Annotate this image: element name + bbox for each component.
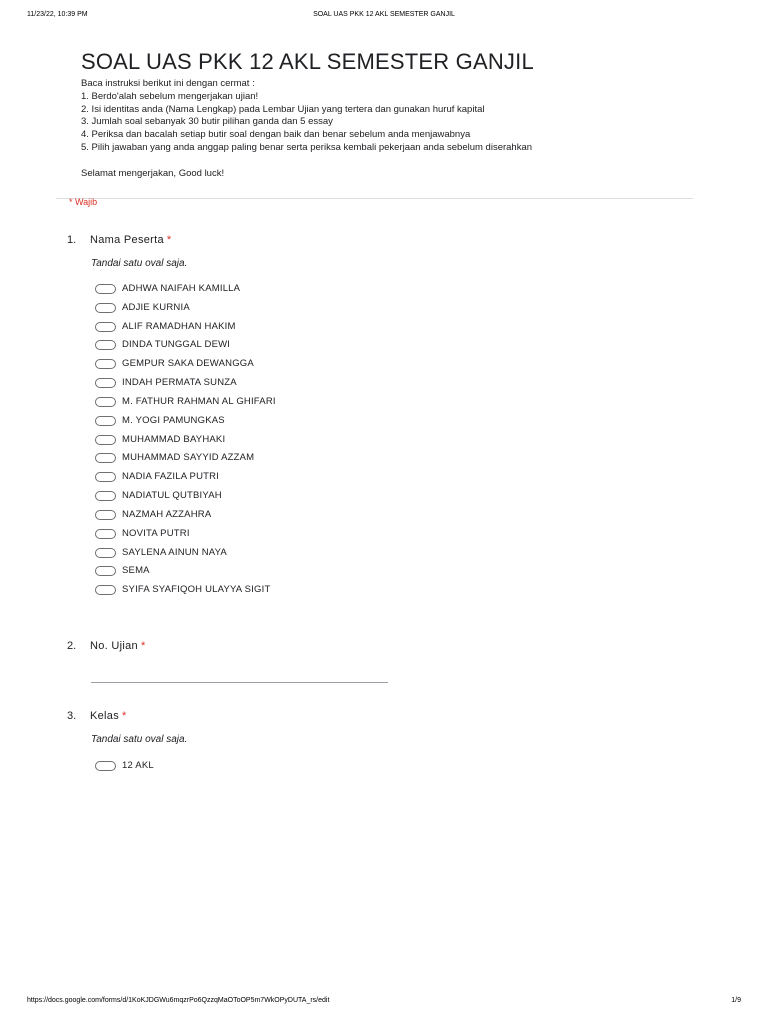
radio-oval[interactable]	[95, 284, 116, 294]
radio-oval[interactable]	[95, 435, 116, 445]
print-footer	[27, 997, 741, 1009]
print-header	[27, 11, 741, 23]
option-label: NADIA FAZILA PUTRI	[122, 471, 220, 482]
radio-oval[interactable]	[95, 397, 116, 407]
question-title-text: Kelas	[90, 710, 120, 722]
radio-oval[interactable]	[95, 761, 116, 771]
header-divider	[56, 198, 693, 199]
radio-oval[interactable]	[95, 491, 116, 501]
radio-oval[interactable]	[95, 566, 116, 576]
print-page-number: 1/9	[731, 997, 741, 1004]
radio-oval[interactable]	[95, 303, 116, 313]
option-label: NOVITA PUTRI	[122, 528, 190, 539]
description-line: 3. Jumlah soal sebanyak 30 butir pilihan ganda dan 5 essay	[81, 116, 333, 128]
question-title	[90, 710, 127, 722]
radio-oval[interactable]	[95, 548, 116, 558]
option-label: SEMA	[122, 565, 150, 576]
radio-oval[interactable]	[95, 529, 116, 539]
option-label: SYIFA SYAFIQOH ULAYYA SIGIT	[122, 584, 271, 595]
option-label: NADIATUL QUTBIYAH	[122, 490, 222, 501]
radio-oval[interactable]	[95, 585, 116, 595]
option-label: ADJIE KURNIA	[122, 302, 190, 313]
question-title-text: Nama Peserta	[90, 234, 164, 246]
description-line: 4. Periksa dan bacalah setiap butir soal dengan baik dan benar sebelum anda menjawabnya	[81, 129, 471, 141]
print-page-title: SOAL UAS PKK 12 AKL SEMESTER GANJIL	[313, 11, 455, 18]
radio-oval[interactable]	[95, 340, 116, 350]
option-label: MUHAMMAD BAYHAKI	[122, 434, 226, 445]
description-line: 5. Pilih jawaban yang anda anggap paling benar serta periksa kembali pekerjaan anda sebelum diserahkan	[81, 141, 533, 153]
required-asterisk: *	[122, 710, 127, 722]
description-line: Selamat mengerjakan, Good luck!	[81, 167, 225, 179]
radio-oval[interactable]	[95, 453, 116, 463]
question-hint: Tandai satu oval saja.	[91, 734, 188, 745]
question-number: 2.	[67, 640, 77, 652]
option-label: NAZMAH AZZAHRA	[122, 509, 212, 520]
option-label: 12 AKL	[122, 760, 154, 771]
option-label: SAYLENA AINUN NAYA	[122, 547, 227, 558]
short-answer-field[interactable]	[91, 682, 388, 683]
question-title-text: No. Ujian	[90, 640, 138, 652]
option-label: MUHAMMAD SAYYID AZZAM	[122, 452, 255, 463]
radio-oval[interactable]	[95, 472, 116, 482]
option-label: DINDA TUNGGAL DEWI	[122, 339, 231, 350]
question-title	[90, 640, 146, 652]
description-line: Baca instruksi berikut ini dengan cermat :	[81, 78, 255, 89]
option-label: M. YOGI PAMUNGKAS	[122, 415, 225, 426]
option-label: M. FATHUR RAHMAN AL GHIFARI	[122, 396, 276, 407]
radio-oval[interactable]	[95, 416, 116, 426]
option-label: ADHWA NAIFAH KAMILLA	[122, 283, 241, 294]
required-note: * Wajib	[69, 197, 98, 207]
form-title: SOAL UAS PKK 12 AKL SEMESTER GANJIL	[81, 49, 534, 74]
print-url: https://docs.google.com/forms/d/1KoKJDGWu6mqzrPo6QzzqMaOToOP5m7WkOPyDUTA_rs/edit	[27, 997, 330, 1004]
question-number: 1.	[67, 234, 77, 246]
option-label: INDAH PERMATA SUNZA	[122, 377, 237, 388]
question-number: 3.	[67, 710, 77, 722]
form-description	[81, 78, 532, 180]
required-asterisk: *	[140, 640, 146, 652]
radio-oval[interactable]	[95, 510, 116, 520]
question-hint: Tandai satu oval saja.	[91, 258, 188, 269]
radio-oval[interactable]	[95, 359, 116, 369]
required-asterisk: *	[166, 234, 172, 246]
radio-oval[interactable]	[95, 378, 116, 388]
option-label: ALIF RAMADHAN HAKIM	[122, 321, 236, 332]
print-datetime: 11/23/22, 10:39 PM	[27, 11, 88, 18]
question-title	[90, 234, 172, 246]
radio-oval[interactable]	[95, 322, 116, 332]
option-label: GEMPUR SAKA DEWANGGA	[122, 358, 254, 369]
description-line: 2. Isi identitas anda (Nama Lengkap) pada Lembar Ujian yang tertera dan gunakan huruf kapital	[81, 103, 485, 115]
description-spacer	[81, 155, 532, 168]
description-line: 1. Berdo'alah sebelum mengerjakan ujian!	[81, 90, 259, 102]
